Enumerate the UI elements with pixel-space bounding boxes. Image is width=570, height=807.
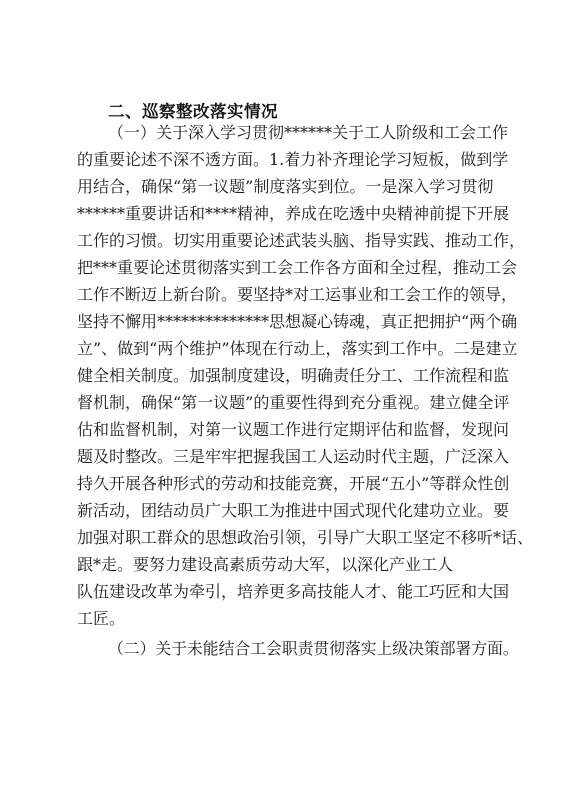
- paragraph-line: 健全相关制度。加强制度建设，明确责任分工、工作流程和监: [77, 366, 510, 385]
- paragraph-line: 持久开展各种形式的劳动和技能竞赛，开展“五小”等群众性创: [77, 474, 510, 493]
- paragraph-line: 把***重要论述贯彻落实到工会工作各方面和全过程，推动工会: [77, 258, 518, 277]
- paragraph-line: ******重要讲话和****精神，养成在吃透中央精神前提下开展: [77, 204, 510, 223]
- paragraph-line: 督机制，确保“第一议题”的重要性得到充分重视。建立健全评: [77, 393, 510, 412]
- paragraph-line: 估和监督机制，对第一议题工作进行定期评估和监督，发现问: [77, 420, 510, 439]
- paragraph-line: 的重要论述不深不透方面。1.着力补齐理论学习短板，做到学: [77, 150, 509, 169]
- subsection-heading: （二）关于未能结合工会职责贯彻落实上级决策部署方面。: [108, 639, 519, 658]
- paragraph-line: 题及时整改。三是牢牢把握我国工人运动时代主题，广泛深入: [77, 447, 510, 466]
- paragraph-line: 新活动，团结动员广大职工为推进中国式现代化建功立业。要: [77, 501, 510, 520]
- paragraph-line: 用结合，确保“第一议题”制度落实到位。一是深入学习贯彻: [77, 177, 494, 196]
- section-heading: 二、巡察整改落实情况: [108, 102, 278, 121]
- paragraph-line: 加强对职工群众的思想政治引领，引导广大职工坚定不移听*话、: [77, 528, 534, 547]
- paragraph-line: 工匠。: [77, 609, 126, 628]
- paragraph-line: （一）关于深入学习贯彻******关于工人阶级和工会工作: [108, 123, 509, 142]
- paragraph-line: 工作的习惯。切实用重要论述武装头脑、指导实践、推动工作，: [77, 231, 526, 250]
- paragraph-line: 队伍建设改革为牵引，培养更多高技能人才、能工巧匠和大国: [77, 582, 510, 601]
- paragraph-line: 立”、做到“两个维护”体现在行动上，落实到工作中。二是建立: [77, 339, 518, 358]
- paragraph-line: 跟*走。要努力建设高素质劳动大军，以深化产业工人: [77, 555, 454, 574]
- paragraph-line: 工作不断迈上新台阶。要坚持*对工运事业和工会工作的领导，: [77, 285, 518, 304]
- paragraph-line: 坚持不懈用**************思想凝心铸魂，真正把拥护“两个确: [77, 312, 518, 331]
